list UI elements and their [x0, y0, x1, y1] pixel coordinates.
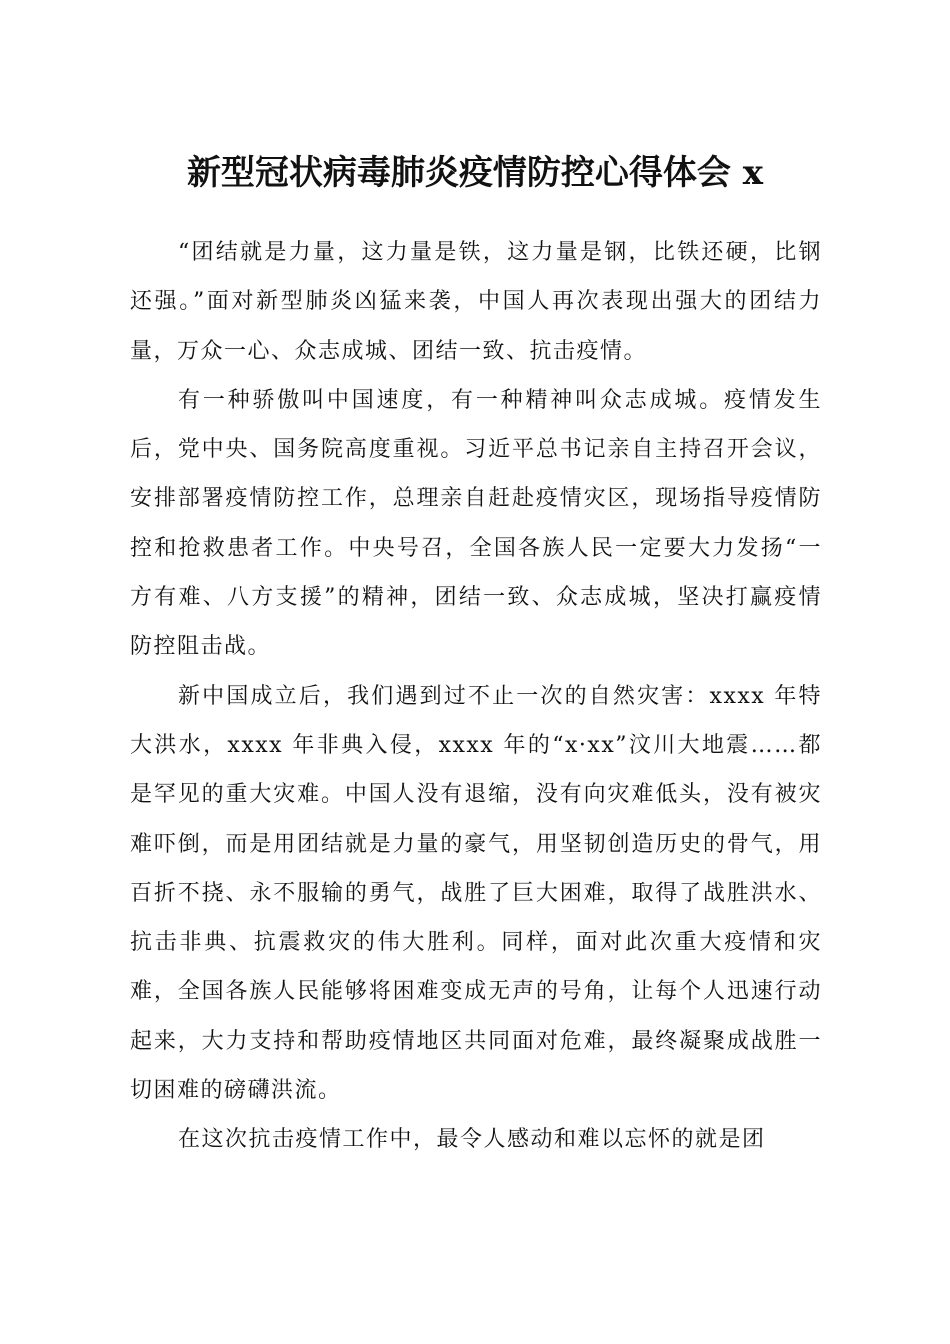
- document-title: 新型冠状病毒肺炎疫情防控心得体会 x: [186, 153, 764, 193]
- document-body: [130, 228, 822, 1165]
- paragraph-3: 新中国成立后，我们遇到过不止一次的自然灾害：xxxx 年特大洪水，xxxx 年非典入侵，xxxx 年的“x·xx”汶川大地震……都是罕见的重大灾难。中国人没有退缩，没有向灾难低头，没有被灾难吓倒，而是用团结就是力量的豪气，用坚韧创造历史的骨气，用百折不挠、永不服输的勇气，战胜了巨大困难，取得了战胜洪水、抗击非典、抗震救灾的伟大胜利。同样，面对此次重大疫情和灾难，全国各族人民能够将困难变成无声的号角，让每个人迅速行动起来，大力支持和帮助疫情地区共同面对危难，最终凝聚成战胜一切困难的磅礴洪流。: [130, 683, 822, 1104]
- paragraph-1: “团结就是力量，这力量是铁，这力量是钢，比铁还硬，比钢还强。”面对新型肺炎凶猛来袭，中国人再次表现出强大的团结力量，万众一心、众志成城、团结一致、抗击疫情。: [130, 240, 822, 364]
- paragraph-2: 有一种骄傲叫中国速度，有一种精神叫众志成城。疫情发生后，党中央、国务院高度重视。习近平总书记亲自主持召开会议，安排部署疫情防控工作，总理亲自赶赴疫情灾区，现场指导疫情防控和抢救患者工作。中央号召，全国各族人民一定要大力发扬“一方有难、八方支援”的精神，团结一致、众志成城，坚决打赢疫情防控阻击战。: [130, 387, 822, 660]
- paragraph-4: 在这次抗击疫情工作中，最令人感动和难以忘怀的就是团: [178, 1127, 766, 1153]
